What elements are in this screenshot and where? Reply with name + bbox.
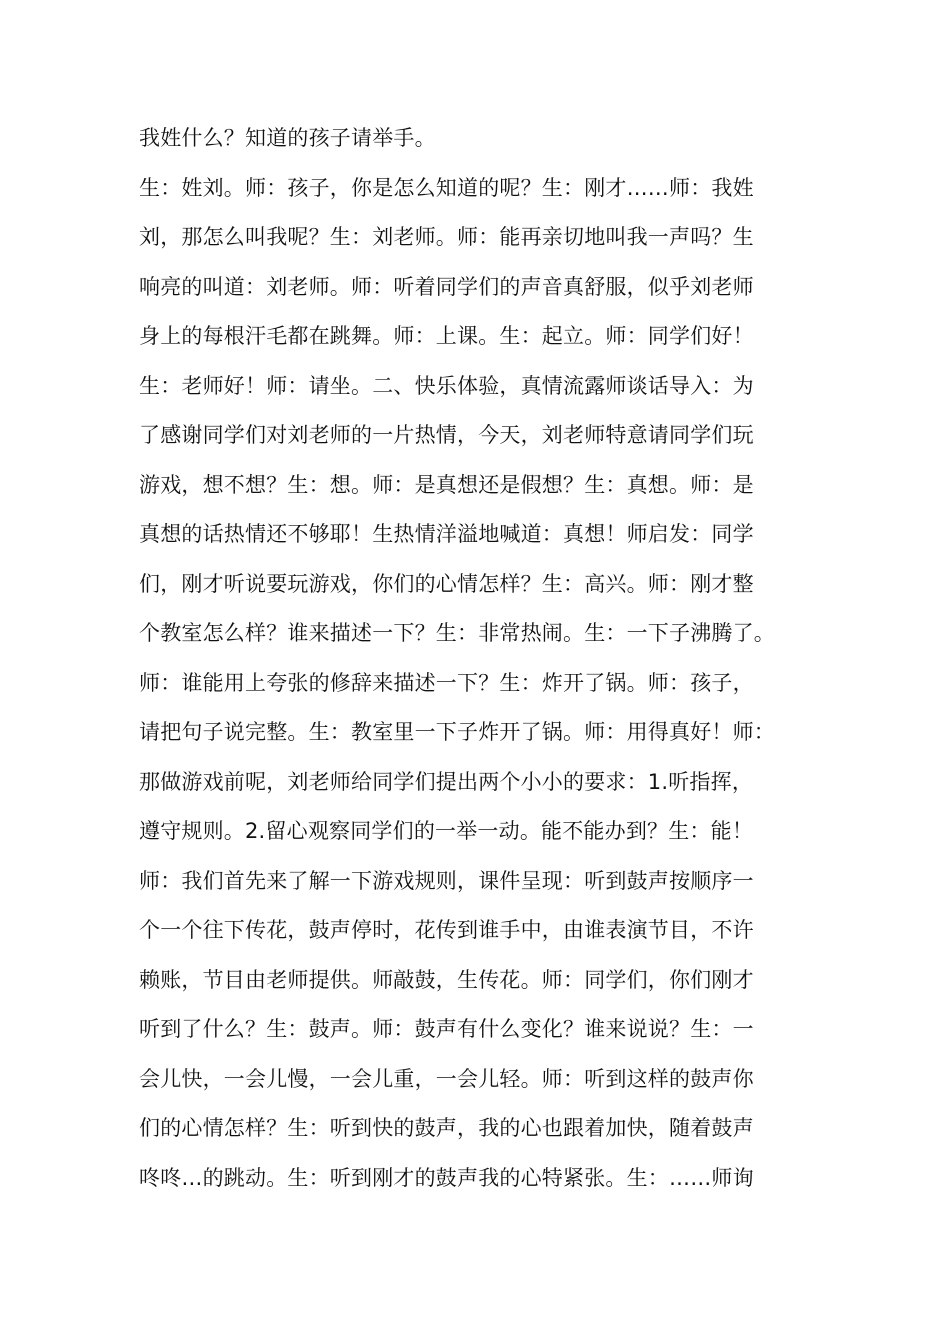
body-text xyxy=(139,114,819,1203)
text-line: 我姓什么？知道的孩子请举手。 xyxy=(139,126,436,150)
text-line: 了感谢同学们对刘老师的一片热情，今天，刘老师特意请同学们玩 xyxy=(139,423,754,447)
text-line: 会儿快，一会儿慢，一会儿重，一会儿轻。师：听到这样的鼓声你 xyxy=(139,1066,754,1091)
text-line: 师：谁能用上夸张的修辞来描述一下？生：炸开了锅。师：孩子， xyxy=(139,670,754,695)
text-line: 听到了什么？生：鼓声。师：鼓声有什么变化？谁来说说？生：一 xyxy=(139,1017,754,1041)
text-line: 们，刚才听说要玩游戏，你们的心情怎样？生：高兴。师：刚才整 xyxy=(139,571,754,596)
text-line: 生：老师好！师：请坐。二、快乐体验，真情流露师谈话导入：为 xyxy=(139,373,754,398)
text-line: 师：我们首先来了解一下游戏规则，课件呈现：听到鼓声按顺序一 xyxy=(139,868,754,893)
text-line: 咚咚…的跳动。生：听到刚才的鼓声我的心特紧张。生：……师询 xyxy=(139,1165,754,1190)
text-line: 遵守规则。2.留心观察同学们的一举一动。能不能办到？生：能！ xyxy=(139,819,754,843)
text-line: 生：姓刘。师：孩子，你是怎么知道的呢？生：刚才……师：我姓 xyxy=(139,175,754,200)
text-line: 游戏，想不想？生：想。师：是真想还是假想？生：真想。师：是 xyxy=(139,472,754,497)
text-line: 身上的每根汗毛都在跳舞。师：上课。生：起立。师：同学们好！ xyxy=(139,324,754,348)
text-line: 响亮的叫道：刘老师。师：听着同学们的声音真舒服，似乎刘老师 xyxy=(139,274,754,299)
text-line: 那做游戏前呢，刘老师给同学们提出两个小小的要求：1.听指挥， xyxy=(139,769,754,794)
text-line: 请把句子说完整。生：教室里一下子炸开了锅。师：用得真好！师： xyxy=(139,720,775,744)
text-line: 个一个往下传花，鼓声停时，花传到谁手中，由谁表演节目，不许 xyxy=(139,918,754,942)
text-line: 个教室怎么样？谁来描述一下？生：非常热闹。生：一下子沸腾了。 xyxy=(139,621,775,645)
text-line: 真想的话热情还不够耶！生热情洋溢地喊道：真想！师启发：同学 xyxy=(139,522,754,546)
text-line: 们的心情怎样？生：听到快的鼓声，我的心也跟着加快，随着鼓声 xyxy=(139,1116,754,1140)
text-line: 刘，那怎么叫我呢？生：刘老师。师：能再亲切地叫我一声吗？生 xyxy=(139,225,754,249)
text-line: 赖账，节目由老师提供。师敲鼓，生传花。师：同学们，你们刚才 xyxy=(139,967,754,992)
